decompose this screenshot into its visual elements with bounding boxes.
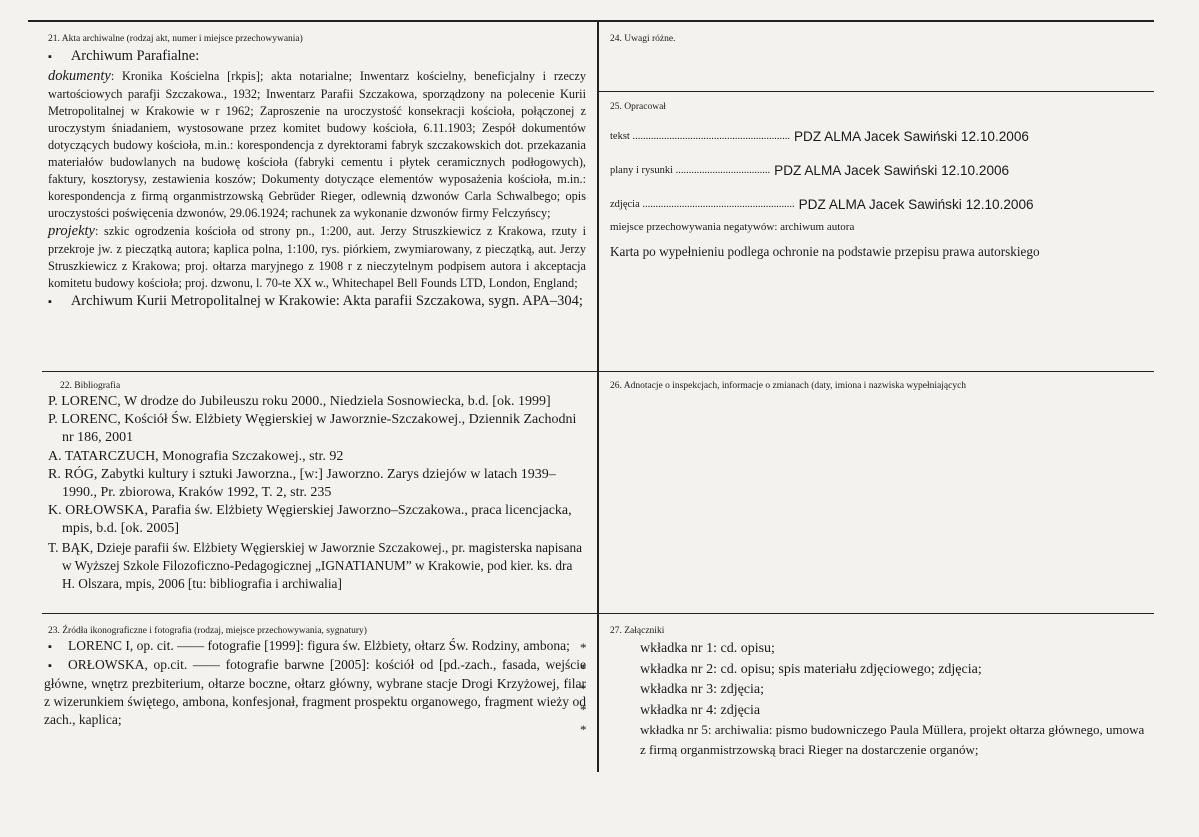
attachment-item: * wkładka nr 3: zdjęcia; — [602, 679, 1146, 700]
archive-parish-label: Archiwum Parafialne: — [70, 48, 200, 64]
section-26-header: 26. Adnotacje o inspekcjach, informacje o zmianach (daty, imiona i nazwiska wypełniających — [610, 381, 967, 391]
section-27-header: 27. Załączniki — [610, 626, 665, 636]
attachment-item: * wkładka nr 1: cd. opisu; — [602, 638, 1146, 659]
section-23-header: 23. Źródła ikonograficzne i fotografia (rodzaj, miejsce przechowywania, sygnatury) — [48, 626, 367, 636]
attachment-item: * wkładka nr 4: zdjęcia — [602, 700, 1146, 721]
attachment-item: * wkładka nr 2: cd. opisu; spis materiału zdjęciowego; zdjęcia; — [602, 659, 1146, 680]
iconography-list — [44, 637, 586, 729]
archive-curia — [44, 292, 586, 312]
attachment-item: * wkładka nr 5: archiwalia: pismo budowniczego Paula Müllera, projekt ołtarza głównego, umowa z firmą organmistrzowską braci Rieger na dostarczenie organów; — [602, 720, 1146, 759]
documents-text: : Kronika Kościelna [rkpis]; akta notarialne; Inwentarz kościelny, beneficjalny i rzeczy wartościowych parafji Szczakowa., 1932; Inwentarz Parafii Szczakowa, sporządzony na polecenie Kurii Metropolitalnej w Krakowie w r 1962; Zaproszenie na uroczystość konsekracji kościoła, połączonej z uroczystym śniadaniem, wystosowane przez komitet budowy kościoła, 6.11.1903; Zespół dokumentów dotyczących budowy kościoła, m.in.: korespondencja z dyrektorami fabryk szczakowskich dot. przekazania materiałów budowlanych na budowę kościoła (fabryki cementu i płytek ceramicznych podłogowych), faktury, kosztorysy, zestawienia koszów; Dokumenty dotyczące elementów wyposażenia kościoła, m.in.: korespondencja z firmą organmistrzowską Gebrüder Rieger, odlewnią dzwonów Carla Schwalbego; opis uroczystości poświęcenia dzwonów, 29.06.1924; rachunek za wykonanie dzwonów firmy Felczyńscy; — [48, 69, 586, 220]
divider-24-25 — [598, 91, 1154, 92]
section-24-header: 24. Uwagi różne. — [610, 34, 676, 44]
documents-paragraph — [48, 67, 586, 222]
copyright-notice: Karta po wypełnieniu podlega ochronie na podstawie przepisu prawa autorskiego — [610, 244, 1040, 259]
bibliography-entry: P. LORENC, W drodze do Jubileuszu roku 2000., Niedziela Sosnowiecka, b.d. [ok. 1999] — [48, 394, 551, 409]
author-row-label: tekst ............................................................ — [610, 130, 790, 142]
top-border — [28, 20, 1154, 22]
section-25-header: 25. Opracował — [610, 102, 666, 112]
bibliography-entry: T. BĄK, Dzieje parafii św. Elżbiety Węgierskiej w Jaworznie Szczakowej., pr. magisterska napisana w Wyższej Szkole Filozoficzno-Pedagogicznej „IGNATIANUM” w Krakowie, pod kier. ks. dra H. Olszara, mpis, 2006 [tu: bibliografia i archiwalia] — [48, 539, 583, 592]
divider-21-22 — [42, 371, 598, 372]
projects-paragraph — [48, 222, 586, 292]
projects-text: : szkic ogrodzenia kościoła od strony pn., 1:200, aut. Jerzy Struszkiewicz z Krakowa, rzuty i przekroje jw. z pieczątką autora; kaplica polna, 1:100, rys. piórkiem, zwymiarowany, z pieczątką, aut. Jerzy Struszkiewicz z Krakowa; proj. ołtarza maryjnego z 1908 r z nieczytelnym podpisem autora i akceptacja komitetu budowy kościoła; proj. dzwonu, l. 70-te XX w., Whitechapel Bell Founds LTD, London, England; — [48, 224, 586, 290]
divider-22-23 — [42, 613, 598, 614]
iconography-item-text: ORŁOWSKA, op.cit. —— fotografie barwne [2005]: kościół od [pd.-zach., fasada, wejście główne, wnętrz prezbiterium, ołtarze boczne, ołtarz główny, wybrane stacje Drogi Krzyżowej, filar z wizerunkiem świętego, ambona, konfesjonał, fragment prospektu organowego, fragment wieży od zach., kaplica; — [44, 657, 586, 727]
bibliography-entry: R. RÓG, Zabytki kultury i sztuki Jaworzna., [w:] Jaworzno. Zarys dziejów w latach 1939–1990., Pr. zbiorowa, Kraków 1992, T. 2, str. 235 — [48, 466, 556, 501]
divider-26-27 — [598, 613, 1154, 614]
author-row-label: zdjęcia .......................................................... — [610, 198, 795, 210]
author-row-text — [610, 119, 1150, 153]
author-row-label: plany i rysunki .................................... — [610, 164, 771, 176]
author-row-value: PDZ ALMA Jacek Sawiński 12.10.2006 — [774, 162, 1010, 178]
negatives-location: miejsce przechowywania negatywów: archiwum autora — [610, 221, 855, 233]
bibliography-entry: P. LORENC, Kościół Św. Elżbiety Węgierskiej w Jaworznie-Szczakowej., Dziennik Zachodni nr 186, 2001 — [48, 412, 577, 446]
author-row-drawings — [610, 153, 1150, 187]
bibliography-entry: K. ORŁOWSKA, Parafia św. Elżbiety Węgierskiej Jaworzno–Szczakowa., praca licencjacka, mpis, b.d. [ok. 2005] — [48, 503, 572, 537]
section-21-header: 21. Akta archiwalne (rodzaj akt, numer i miejsce przechowywania) — [48, 34, 303, 44]
authors-block — [610, 119, 1150, 221]
archive-curia-text: Archiwum Kurii Metropolitalnej w Krakowie: Akta parafii Szczakowa, sygn. APA–304; — [70, 293, 583, 309]
iconography-item — [44, 656, 586, 729]
bibliography-entry: A. TATARCZUCH, Monografia Szczakowej., str. 92 — [48, 448, 344, 464]
attachments-list — [602, 638, 1146, 759]
section-22-header: 22. Bibliografia — [60, 381, 121, 391]
archive-parish-title — [44, 47, 586, 67]
section-21-body — [48, 47, 586, 312]
projects-label: projekty — [48, 223, 95, 239]
iconography-item-text: LORENC I, op. cit. —— fotografie [1999]: figura św. Elżbiety, ołtarz Św. Rodziny, ambona; — [68, 638, 570, 653]
author-row-photos — [610, 187, 1150, 221]
documents-label: dokumenty — [48, 68, 111, 84]
author-row-value: PDZ ALMA Jacek Sawiński 12.10.2006 — [793, 128, 1029, 144]
column-divider — [597, 20, 599, 772]
iconography-item — [44, 637, 586, 656]
author-row-value: PDZ ALMA Jacek Sawiński 12.10.2006 — [798, 196, 1034, 212]
bibliography-list — [48, 393, 588, 593]
divider-25-26 — [598, 371, 1154, 372]
